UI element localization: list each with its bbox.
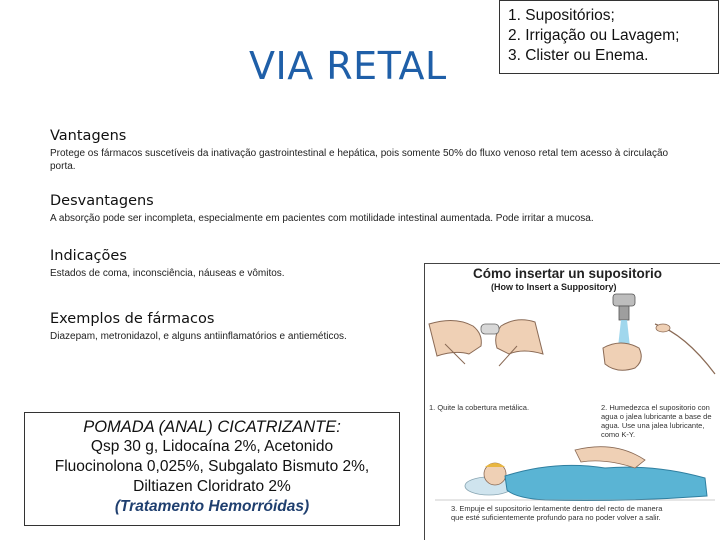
figure-step-2: 2. Humedezca el supositorio con agua o jalea lubricante a base de agua. Use una jalea lubricante, como K-Y. — [601, 403, 712, 439]
vantagens-text: Protege os fármacos suscetíveis da inativação gastrointestinal e hepática, pois somente 50% do fluxo venoso retal tem acesso à circulação porta. — [50, 148, 669, 172]
section-desvantagens — [50, 193, 690, 225]
section-indicacoes — [50, 248, 410, 280]
section-vantagens — [50, 128, 670, 173]
exemplos-heading: Exemplos de fármacos — [50, 311, 215, 327]
step3-lying-person-illustration — [435, 447, 715, 501]
indicacoes-heading: Indicações — [50, 248, 127, 264]
page-title: VIA RETAL — [249, 44, 447, 88]
figure-step-3: 3. Empuje el supositorio lentamente dentro del recto de manera que esté suficientemente profundo para no poder volver a salir. — [451, 504, 663, 522]
pomada-footer: (Tratamento Hemorróidas) — [114, 498, 310, 515]
pomada-line-2: Fluocinolona 0,025%, Subgalato Bismuto 2%, — [54, 458, 370, 475]
method-irrigation: 2. Irrigação ou Lavagem; — [508, 27, 680, 44]
desvantagens-heading: Desvantagens — [50, 193, 154, 209]
exemplos-text: Diazepam, metronidazol, e alguns antiinflamatórios e antieméticos. — [50, 331, 347, 342]
suppository-illustration — [425, 264, 720, 540]
section-exemplos — [50, 311, 410, 343]
administration-methods-box — [499, 0, 719, 74]
pomada-formula-box — [24, 412, 400, 526]
figure-title: Cómo insertar un supositorio — [473, 266, 663, 281]
vantagens-heading: Vantagens — [50, 128, 127, 144]
pomada-line-3: Diltiazen Cloridrato 2% — [133, 478, 291, 495]
step1-hands-illustration — [429, 320, 543, 366]
step2-faucet-illustration — [603, 294, 715, 374]
method-enema: 3. Clister ou Enema. — [508, 47, 649, 64]
desvantagens-text: A absorção pode ser incompleta, especialmente em pacientes com motilidade intestinal aumentada. Pode irritar a mucosa. — [50, 213, 594, 224]
indicacoes-text: Estados de coma, inconsciência, náuseas e vômitos. — [50, 268, 285, 279]
method-suppositories: 1. Supositórios; — [508, 7, 615, 24]
pomada-line-1: Qsp 30 g, Lidocaína 2%, Acetonido — [90, 438, 334, 455]
pomada-heading: POMADA (ANAL) CICATRIZANTE: — [83, 418, 341, 436]
figure-step-1: 1. Quite la cobertura metálica. — [429, 403, 530, 412]
suppository-instructions-figure — [424, 263, 720, 540]
figure-subtitle: (How to Insert a Suppository) — [491, 282, 617, 292]
